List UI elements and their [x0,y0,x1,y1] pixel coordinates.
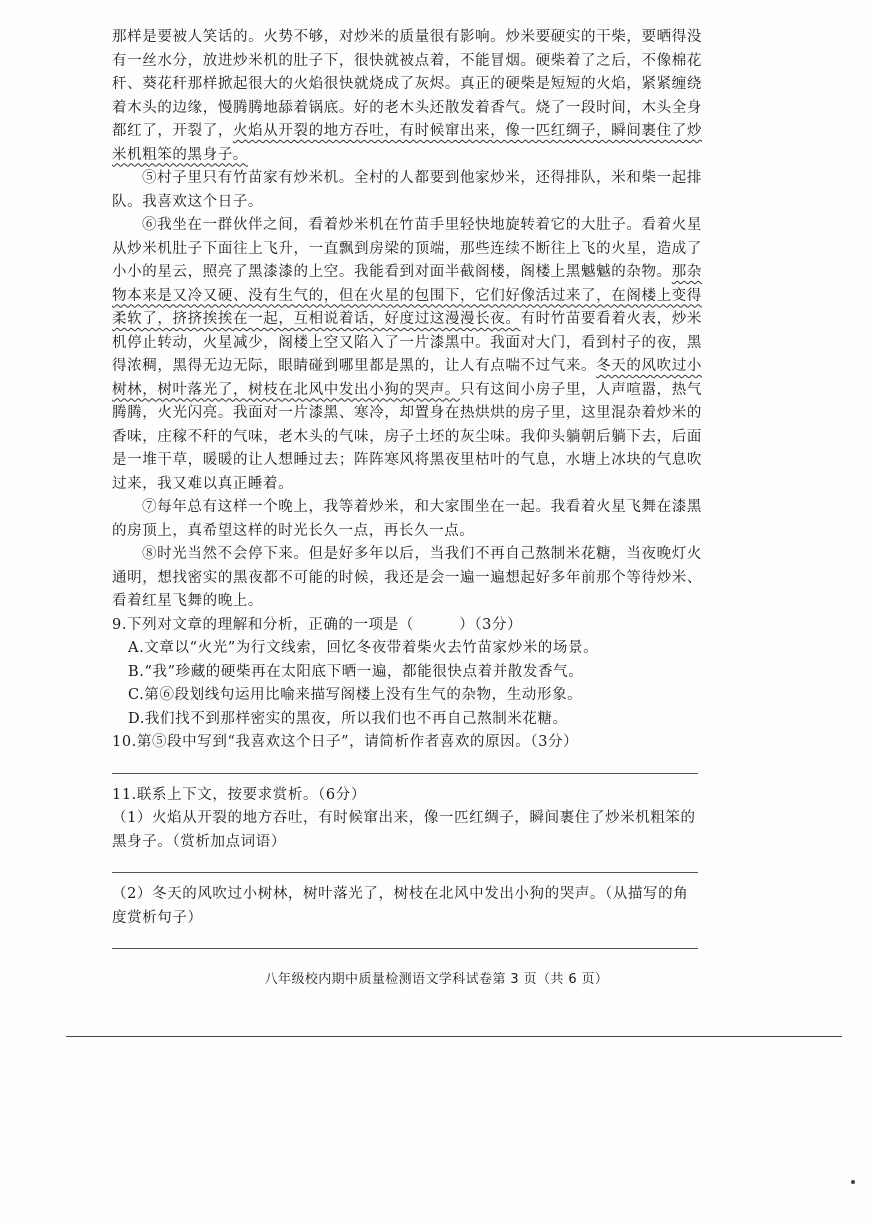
question-10: 10.第⑤段中写到“我喜欢这个日子”，请简析作者喜欢的原因。（3分） [112,734,579,750]
question-11: 11.联系上下文，按要求赏析。（6分） [112,786,366,803]
passage-text: 只有这间小房子里，人声喧嚣，热气腾腾，火光闪亮。我面对一片漆黑、寒冷，却置身在热烘烘的房子里，这里混杂着炒米的香味，庄稼不秆的气味，老木头的气味，房子土坯的灰尘味。我仰头躺朝后躺下去，后面是一堆干草，暖暖的让人想睡过去；阵阵寒风将黑夜里枯叶的气息，水塘上冰块的气息吹过来，我又难以真正睡着。 [112,381,702,492]
passage-paragraph-continued [112,26,702,167]
page-divider [66,1036,842,1037]
question-11-part-2: （2）冬天的风吹过小树林，树叶落光了，树枝在北风中发出小狗的哭声。（从描写的角度赏析句子） [112,886,689,926]
passage-paragraph-5: ⑤村子里只有竹苗家有炒米机。全村的人都要到他家炒米，还得排队，米和柴一起排队。我喜欢这个日子。 [112,170,702,210]
scan-speck [851,1180,855,1184]
question-11-part-1: （1）火焰从开裂的地方吞吐，有时候窜出来，像一匹红绸子，瞬间裹住了炒米机粗笨的黑身子。（赏析加点词语） [112,810,696,850]
underlined-sentence-metaphor: 那杂物本来是又冷又硬、没有生气的，但在火星的包围下，它们好像活过来了，在阁楼上变得柔软了，挤挤挨挨在一起，互相说着话，好度过这漫漫长夜。 [112,264,702,327]
passage-paragraph-6 [112,214,702,496]
question-9-option-b: B.“我”珍藏的硬柴再在太阳底下晒一遍，都能很快点着并散发香气。 [128,663,584,680]
answer-line-q10[interactable] [112,759,698,774]
question-9-option-d: D.我们找不到那样密实的黑夜，所以我们也不再自己熬制米花糖。 [128,710,568,727]
wavy-underlined-sentence-2: 冬天的风吹过小树林，树叶落光了，树枝在北风中发出小狗的哭声。 [112,358,702,398]
exam-page [112,26,702,959]
answer-line-q11-1[interactable] [112,858,698,873]
wavy-underlined-sentence-1: 火焰从开裂的地方吞吐，有时候窜出来，像一匹红绸子，瞬间裹住了炒米机粗笨的黑身子。 [112,123,702,163]
passage-text: ⑥我坐在一群伙伴之间，看着炒米机在竹苗手里轻快地旋转着它的大肚子。看着火星从炒米机肚子下面往上飞升，一直飘到房梁的顶端，那些连续不断往上飞的火星，造成了小小的星云，照亮了黑漆漆的上空。我能看到对面半截阁楼，阁楼上黑魆魆的杂物。 [112,217,702,280]
page-footer: 八年级校内期中质量检测语文学科试卷第 3 页（共 6 页） [264,972,609,987]
question-9-option-a: A.文章以“火光”为行文线索，回忆冬夜带着柴火去竹苗家炒米的场景。 [128,640,599,656]
passage-paragraph-8: ⑧时光当然不会停下来。但是好多年以后，当我们不再自己熬制米花糖，当夜晚灯火通明，想找密实的黑夜都不可能的时候，我还是会一遍一遍想起好多年前那个等待炒米、看着红星飞舞的晚上。 [112,546,702,609]
passage-text: 有时竹苗要看着火表，炒米机停止转动，火星减少，阁楼上空又陷入了一片漆黑中。我面对大门，看到村子的夜，黑得浓稠，黑得无边无际，眼睛碰到哪里都是黑的，让人有点喘不过气来。 [112,311,702,374]
question-9: 9.下列对文章的理解和分析，正确的一项是（ ）（3分） [112,616,523,633]
question-9-option-c: C.第⑥段划线句运用比喻来描写阁楼上没有生气的杂物，生动形象。 [128,687,583,703]
passage-paragraph-7: ⑦每年总有这样一个晚上，我等着炒米，和大家围坐在一起。我看着火星飞舞在漆黑的房顶上，真希望这样的时光长久一点，再长久一点。 [112,499,702,539]
answer-line-q11-2[interactable] [112,934,698,949]
passage-text: 那样是要被人笑话的。火势不够，对炒米的质量很有影响。炒米要硬实的干柴，要晒得没有一丝水分，放进炒米机的肚子下，很快就被点着，不能冒烟。硬柴着了之后，不像棉花秆、葵花秆那样掀起很大的火焰很快就烧成了灰烬。真正的硬柴是短短的火焰，紧紧缠绕着木头的边缘，慢腾腾地舔着锅底。好的老木头还散发着香气。烧了一段时间，木头全身都红了，开裂了， [112,29,702,139]
